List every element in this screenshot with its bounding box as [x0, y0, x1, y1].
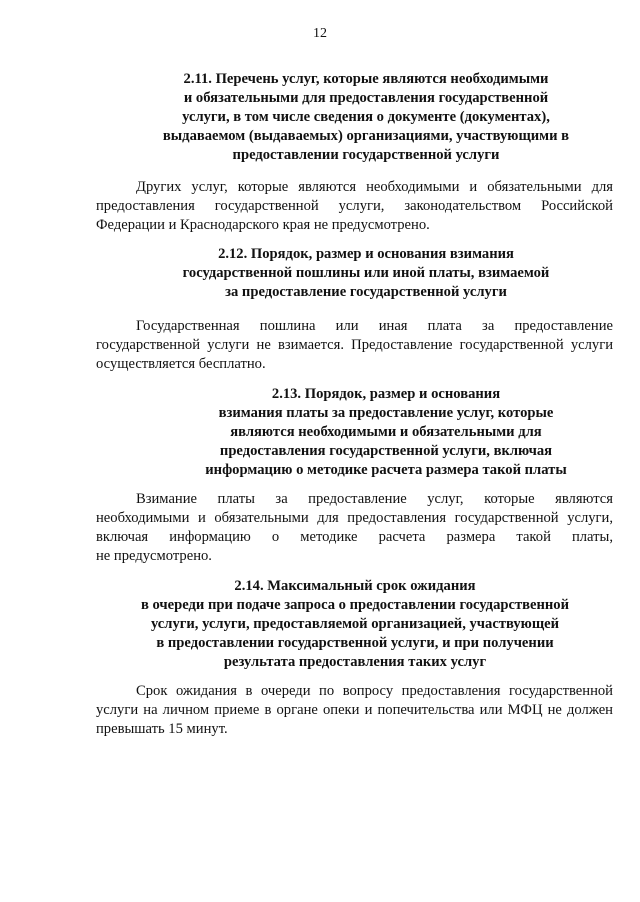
- heading-line: в предоставлении государственной услуги, и при получении: [156, 635, 554, 651]
- body-line: Других услуг, которые являются необходимыми и обязательными для: [136, 179, 613, 195]
- body-line: услуги на личном приеме в органе опеки и попечительства или МФЦ не должен: [96, 702, 613, 718]
- heading-line: предоставления государственной услуги, включая: [219, 443, 553, 459]
- body-line: Срок ожидания в очереди по вопросу предоставления государственной: [136, 683, 613, 699]
- heading-line: государственной пошлины или иной платы, взимаемой: [182, 265, 550, 281]
- body-line: Взимание платы за предоставление услуг, которые являются: [136, 491, 613, 507]
- body-line: государственной услуги не взимается. Предоставление государственной услуги: [96, 337, 613, 353]
- section-2-11-body: [96, 178, 613, 235]
- heading-line: за предоставление государственной услуги: [225, 284, 507, 300]
- body-line: необходимыми и обязательными для предоставления государственной услуги,: [96, 510, 613, 526]
- heading-line: выдаваемом (выдаваемых) организациями, участвующими в: [162, 128, 570, 144]
- heading-line: 2.11. Перечень услуг, которые являются необходимыми: [183, 71, 549, 87]
- heading-line: 2.13. Порядок, размер и основания: [271, 386, 501, 402]
- heading-line: в очереди при подаче запроса о предоставлении государственной: [140, 597, 570, 613]
- page-number: 12: [313, 26, 327, 41]
- heading-line: и обязательными для предоставления государственной: [183, 90, 549, 106]
- body-line: осуществляется бесплатно.: [96, 356, 266, 372]
- body-line: предоставления государственной услуги, законодательством Российской: [96, 198, 613, 214]
- body-line: включая информацию о методике расчета размера такой платы,: [96, 529, 613, 545]
- section-2-13-body: [96, 490, 613, 566]
- heading-line: взимания платы за предоставление услуг, которые: [218, 405, 554, 421]
- section-2-12-body: [96, 317, 613, 374]
- heading-line: услуги, в том числе сведения о документе (документах),: [182, 109, 550, 125]
- body-line: Федерации и Краснодарского края не предусмотрено.: [96, 217, 430, 233]
- section-2-14-body: [96, 682, 613, 739]
- section-2-13-heading: [160, 385, 612, 480]
- heading-line: являются необходимыми и обязательными для: [230, 424, 542, 440]
- heading-line: результата предоставления таких услуг: [223, 654, 487, 670]
- heading-line: предоставлении государственной услуги: [232, 147, 500, 163]
- section-2-12-heading: [150, 245, 582, 302]
- heading-line: услуги, услуги, предоставляемой организацией, участвующей: [150, 616, 560, 632]
- section-2-11-heading: [150, 70, 582, 165]
- body-line: превышать 15 минут.: [96, 721, 228, 737]
- section-2-14-heading: [106, 577, 604, 672]
- heading-line: информацию о методике расчета размера такой платы: [205, 462, 567, 478]
- heading-line: 2.14. Максимальный срок ожидания: [234, 578, 476, 594]
- heading-line: 2.12. Порядок, размер и основания взимания: [218, 246, 514, 262]
- body-line: не предусмотрено.: [96, 548, 212, 564]
- body-line: Государственная пошлина или иная плата за предоставление: [136, 318, 613, 334]
